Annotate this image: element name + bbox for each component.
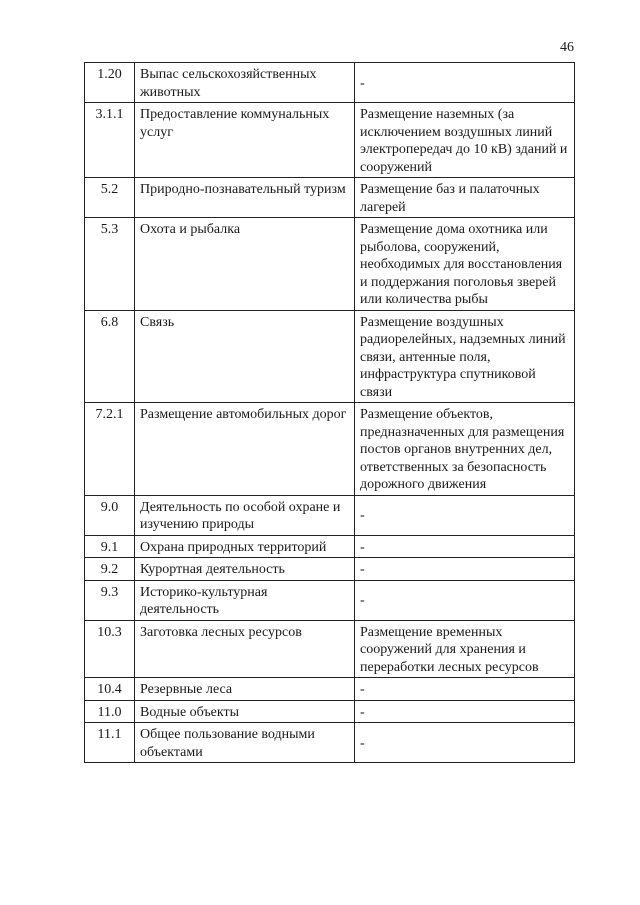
row-name: Заготовка лесных ресурсов — [135, 620, 355, 678]
row-description: - — [355, 558, 575, 581]
row-code: 11.0 — [85, 700, 135, 723]
row-description: Размещение дома охотника или рыболова, сооружений, необходимых для восстановления и поддержания поголовья зверей или количества рыбы — [355, 218, 575, 311]
row-name: Связь — [135, 310, 355, 403]
row-description: - — [355, 723, 575, 763]
row-name: Общее пользование водными объектами — [135, 723, 355, 763]
row-code: 9.2 — [85, 558, 135, 581]
page-number: 46 — [560, 40, 574, 55]
row-description: - — [355, 495, 575, 535]
table-row — [85, 403, 575, 496]
row-description: - — [355, 580, 575, 620]
table-row — [85, 700, 575, 723]
row-code: 5.2 — [85, 178, 135, 218]
row-name: Природно-познавательный туризм — [135, 178, 355, 218]
table-row — [85, 178, 575, 218]
row-code: 3.1.1 — [85, 103, 135, 178]
row-code: 7.2.1 — [85, 403, 135, 496]
table-row — [85, 103, 575, 178]
row-name: Предоставление коммунальных услуг — [135, 103, 355, 178]
row-name: Курортная деятельность — [135, 558, 355, 581]
table-row — [85, 558, 575, 581]
row-code: 9.0 — [85, 495, 135, 535]
row-name: Охрана природных территорий — [135, 535, 355, 558]
table-row — [85, 678, 575, 701]
row-name: Выпас сельскохозяйственных животных — [135, 63, 355, 103]
row-description: - — [355, 535, 575, 558]
table-row — [85, 535, 575, 558]
table-row — [85, 310, 575, 403]
row-code: 5.3 — [85, 218, 135, 311]
row-description: Размещение воздушных радиорелейных, надземных линий связи, антенные поля, инфраструктура спутниковой связи — [355, 310, 575, 403]
row-name: Историко-культурная деятельность — [135, 580, 355, 620]
row-description: Размещение временных сооружений для хранения и переработки лесных ресурсов — [355, 620, 575, 678]
row-code: 1.20 — [85, 63, 135, 103]
row-code: 6.8 — [85, 310, 135, 403]
row-code: 10.4 — [85, 678, 135, 701]
row-name: Размещение автомобильных дорог — [135, 403, 355, 496]
row-name: Охота и рыбалка — [135, 218, 355, 311]
table-row — [85, 218, 575, 311]
table-row — [85, 495, 575, 535]
row-description: Размещение объектов, предназначенных для размещения постов органов внутренних дел, ответственных за безопасность дорожного движения — [355, 403, 575, 496]
row-name: Водные объекты — [135, 700, 355, 723]
table-row — [85, 580, 575, 620]
table-row — [85, 63, 575, 103]
row-code: 10.3 — [85, 620, 135, 678]
row-description: - — [355, 678, 575, 701]
row-code: 9.1 — [85, 535, 135, 558]
table-row — [85, 620, 575, 678]
row-description: - — [355, 63, 575, 103]
row-name: Резервные леса — [135, 678, 355, 701]
row-code: 9.3 — [85, 580, 135, 620]
table-row — [85, 723, 575, 763]
row-code: 11.1 — [85, 723, 135, 763]
row-description: - — [355, 700, 575, 723]
row-name: Деятельность по особой охране и изучению природы — [135, 495, 355, 535]
row-description: Размещение наземных (за исключением воздушных линий электропередач до 10 кВ) зданий и сооружений — [355, 103, 575, 178]
row-description: Размещение баз и палаточных лагерей — [355, 178, 575, 218]
land-use-table — [84, 62, 575, 763]
